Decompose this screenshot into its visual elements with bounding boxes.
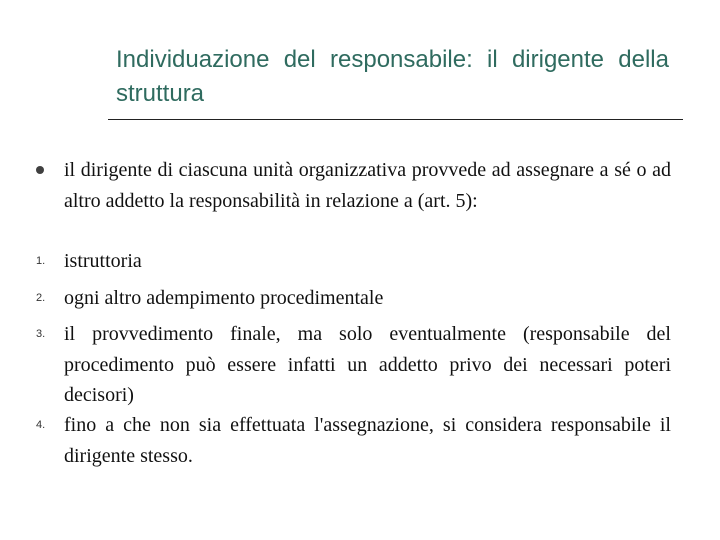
slide-title: Individuazione del responsabile: il dirigente della struttura [116, 46, 669, 107]
list-item-4: fino a che non sia effettuata l'assegnazione, si considera responsabile il dirigente stesso. [64, 414, 671, 467]
list-marker-1: 1. [36, 255, 46, 267]
list-marker-2: 2. [36, 292, 46, 304]
title-divider [108, 119, 683, 120]
list-marker-4: 4. [36, 419, 46, 431]
bullet-icon [36, 166, 44, 174]
bullet-item-intro: il dirigente di ciascuna unità organizzativa provvede ad assegnare a sé o ad altro addetto la responsabilità in relazione a (art. 5): [64, 159, 671, 212]
list-item-2: ogni altro adempimento procedimentale [64, 287, 384, 309]
list-item-3: il provvedimento finale, ma solo eventualmente (responsabile del procedimento può essere infatti un addetto privo dei necessari poteri decisori) [64, 323, 671, 406]
list-marker-3: 3. [36, 328, 46, 340]
list-item-1: istruttoria [64, 250, 142, 272]
